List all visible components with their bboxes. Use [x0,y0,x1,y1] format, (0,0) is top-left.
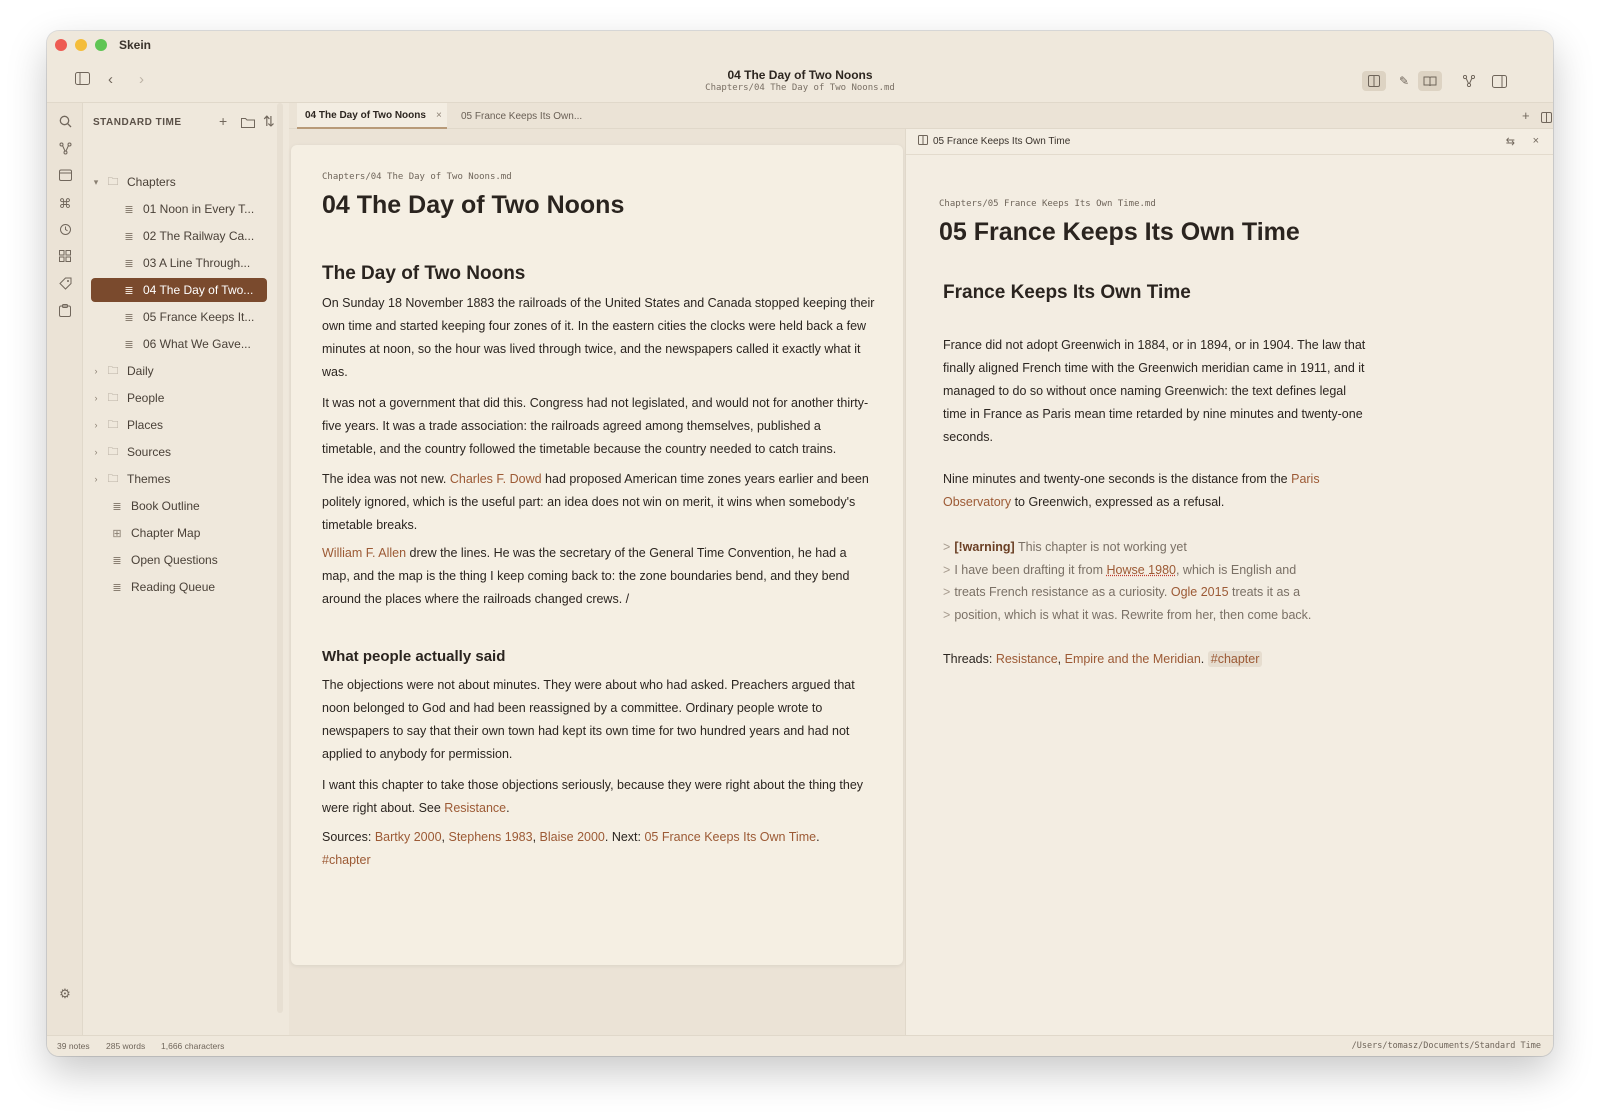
link-howse[interactable]: Howse 1980 [1106,562,1176,577]
file-item-active[interactable] [91,278,267,302]
document-icon: ≣ [112,500,122,513]
document-title: 04 The Day of Two Noons [727,68,873,82]
folder-themes[interactable] [91,467,267,491]
folder-icon: 🗀 [107,391,119,404]
minimize-window-button[interactable] [75,39,87,51]
tab-label: 04 The Day of Two Noons [305,109,426,121]
warning-callout: > [!warning] This chapter is not working yet > I have been drafting it from Howse 1980, which is English and > treats French resistance as a curiosity. Ogle 2015 treats it as a > position, which is what it was. Rewrite from her, then come back. [943,540,1312,622]
link-paris-observatory[interactable]: Paris Observatory [943,472,1320,509]
editor-subheading: What people actually said [322,648,506,665]
link-resistance[interactable]: Resistance [444,801,507,815]
file-label: 05 France Keeps It... [143,310,255,324]
word-count: 285 words [106,1041,146,1051]
tag-icon[interactable] [57,277,73,293]
editor-file-path: Chapters/04 The Day of Two Noons.md [322,172,512,182]
new-tab-icon[interactable]: + [1522,108,1530,123]
link-pane-icon[interactable]: ⇆ [1505,136,1515,148]
file-label: Open Questions [131,553,218,567]
chevron-down-icon: ▾ [93,176,99,187]
folder-icon: 🗀 [107,418,119,431]
folder-icon: 🗀 [107,175,119,188]
file-item[interactable] [91,197,267,221]
editor-paragraph: It was not a government that did this. Congress had not legislated, and would not for another thirty-five years. It was a trade association: the railroads agreed among themselves, published a timetable, and the country followed the timetable because the country needed to catch trains. [322,396,869,456]
canvas-file-icon: ⊞ [112,527,122,540]
folder-icon: 🗀 [107,364,119,377]
preview-header [906,129,1553,155]
link-stephens[interactable]: Stephens 1983 [448,830,533,844]
folder-label: People [127,391,165,405]
link-blaise[interactable]: Blaise 2000 [539,830,605,844]
folder-label: Themes [127,472,171,486]
file-label: Reading Queue [131,580,216,594]
source-mode-icon[interactable] [1362,71,1386,91]
zoom-window-button[interactable] [95,39,107,51]
clipboard-icon[interactable] [57,304,73,320]
preview-title: 05 France Keeps Its Own Time [939,218,1300,246]
editor-sources: Sources: Bartky 2000, Stephens 1983, Blaise 2000. Next: 05 France Keeps Its Own Time. #chapter [322,830,820,867]
reading-view-icon [918,135,928,148]
preview-pane[interactable] [905,129,1553,1035]
command-palette-icon[interactable]: ⌘ [58,196,72,211]
history-icon[interactable] [57,223,73,239]
close-tab-icon[interactable]: × [435,109,442,121]
status-bar [47,1035,1553,1056]
vault-name: STANDARD TIME [93,117,182,128]
preview-file-path: Chapters/05 France Keeps Its Own Time.md [939,199,1156,209]
app-window [47,31,1553,1056]
vault-path: /Users/tomasz/Documents/Standard Time [1351,1041,1541,1051]
canvas-icon[interactable] [57,250,73,266]
document-path: Chapters/04 The Day of Two Noons.md [705,83,895,93]
document-icon: ≣ [124,230,134,243]
preview-threads: Threads: Resistance, Empire and the Meridian. #chapter [943,648,1373,671]
preview-header-title: 05 France Keeps Its Own Time [933,136,1071,147]
tab-label: 05 France Keeps Its Own... [461,110,583,122]
folder-label: Places [127,418,164,432]
folder-places[interactable] [91,413,267,437]
callout-type: [!warning] [954,540,1015,554]
file-item[interactable] [91,521,267,545]
new-folder-icon[interactable] [241,115,255,131]
tab-04-day-of-two-noons[interactable] [297,103,447,129]
folder-label: Chapters [127,175,176,189]
folder-daily[interactable] [91,359,267,383]
sidebar-scrollbar[interactable] [277,103,283,1013]
folder-chapters[interactable] [91,170,267,194]
chevron-right-icon: › [94,420,98,430]
folder-people[interactable] [91,386,267,410]
note-count: 39 notes [57,1041,90,1051]
document-icon: ≣ [112,554,122,567]
link-ogle[interactable]: Ogle 2015 [1170,585,1229,599]
file-item[interactable] [91,332,267,356]
tab-bar [289,103,1553,129]
workspace [289,103,1553,1035]
file-label: 02 The Railway Ca... [143,229,255,243]
file-item[interactable] [91,494,267,518]
tab-05-france[interactable] [453,103,613,129]
folder-icon: 🗀 [107,472,119,485]
editor-paragraph: The idea was not new. Charles F. Dowd had proposed American time zones years earlier and been politely ignored, which is the useful part: an idea does not win on merit, it wins when somebody's timetable breaks. [322,472,869,532]
editor-paragraph: William F. Allen drew the lines. He was the secretary of the General Time Convention, he had a map, and the map is the thing I keep coming back to: the zone boundaries bend, and they bend around the places where the railroads changed crews. / [322,546,850,606]
titlebar [47,31,1553,103]
editor-paragraph: I want this chapter to take those objections seriously, because they were right about the thing they were right about. See Resistance. [322,778,864,815]
file-item[interactable] [91,251,267,275]
close-window-button[interactable] [55,39,67,51]
document-icon: ≣ [124,284,134,297]
chevron-right-icon: › [94,474,98,484]
tag-chapter[interactable]: #chapter [1208,651,1263,667]
search-icon[interactable] [57,115,73,131]
editor-paragraph: The objections were not about minutes. They were about who had asked. Preachers argued that noon belonged to God and had been reassigned by a committee. Ordinary people wrote to newspapers to say that their own town had kept its own time for two hundred years and had not applied to anybody for permission. [322,678,855,761]
file-label: 04 The Day of Two... [143,283,254,297]
split-pane-icon[interactable] [1541,110,1552,128]
ribbon [47,103,83,1035]
file-label: 03 A Line Through... [143,256,251,270]
chevron-right-icon: › [94,393,98,403]
file-label: 01 Noon in Every T... [143,202,255,216]
editor-heading: The Day of Two Noons [322,263,526,284]
character-count: 1,666 characters [161,1041,225,1051]
chevron-right-icon: › [94,366,98,376]
edit-mode-icon[interactable]: ✎ [1398,74,1410,88]
file-item[interactable] [91,224,267,248]
back-icon[interactable]: ‹ [108,71,113,88]
file-label: Chapter Map [131,526,201,540]
file-label: 06 What We Gave... [143,337,251,351]
link-resistance[interactable]: Resistance [995,652,1058,666]
link-william-allen[interactable]: William F. Allen [322,546,407,560]
file-item[interactable] [91,548,267,572]
settings-gear-icon[interactable]: ⚙ [59,986,71,1001]
reading-mode-icon[interactable] [1418,71,1442,91]
graph-view-icon[interactable] [57,142,73,158]
chevron-right-icon: › [94,447,98,457]
preview-paragraph: Nine minutes and twenty-one seconds is the distance from the Paris Observatory to Greenwich, expressed as a refusal. [943,472,1320,509]
editor-pane[interactable] [291,145,903,965]
tag-chapter[interactable]: #chapter [322,853,371,867]
folder-label: Sources [127,445,172,459]
sort-icon[interactable]: ⇅ [263,113,275,129]
link-empire-meridian[interactable]: Empire and the Meridian [1064,652,1201,666]
preview-paragraph: France did not adopt Greenwich in 1884, or in 1894, or in 1904. The law that finally aligned French time with the Greenwich meridian came in 1911, and it managed to do so without once naming Greenwich: the text defines legal time in France as Paris mean time retarded by nine minutes and twenty-one seconds. [943,338,1366,444]
file-explorer [83,103,283,1035]
preview-heading: France Keeps Its Own Time [943,282,1191,303]
document-icon: ≣ [124,338,134,351]
folder-icon: 🗀 [107,445,119,458]
new-note-icon[interactable]: + [219,113,228,129]
editor-paragraph: On Sunday 18 November 1883 the railroads of the United States and Canada stopped keeping their own time and started keeping four zones of it. In the eastern cities the clocks were held back a few minutes at noon, so the hour was lived through twice, and the newspapers called it exactly what it was. [322,296,875,379]
file-item[interactable] [91,575,267,599]
editor-title: 04 The Day of Two Noons [322,191,625,219]
graph-icon[interactable] [1457,71,1481,91]
document-icon: ≣ [112,581,122,594]
link-charles-dowd[interactable]: Charles F. Dowd [449,472,542,486]
document-icon: ≣ [124,311,134,324]
document-icon: ≣ [124,203,134,216]
file-item[interactable] [91,305,267,329]
link-bartky[interactable]: Bartky 2000 [374,830,442,844]
forward-icon[interactable]: › [139,71,144,88]
right-sidebar-toggle-icon[interactable] [1487,71,1511,91]
document-icon: ≣ [124,257,134,270]
folder-sources[interactable] [91,440,267,464]
link-next-chapter[interactable]: 05 France Keeps Its Own Time [644,830,817,844]
close-pane-icon[interactable]: × [1532,135,1539,147]
calendar-icon[interactable] [57,169,73,185]
file-label: Book Outline [131,499,200,513]
folder-label: Daily [127,364,154,378]
app-name: Skein [119,38,152,52]
